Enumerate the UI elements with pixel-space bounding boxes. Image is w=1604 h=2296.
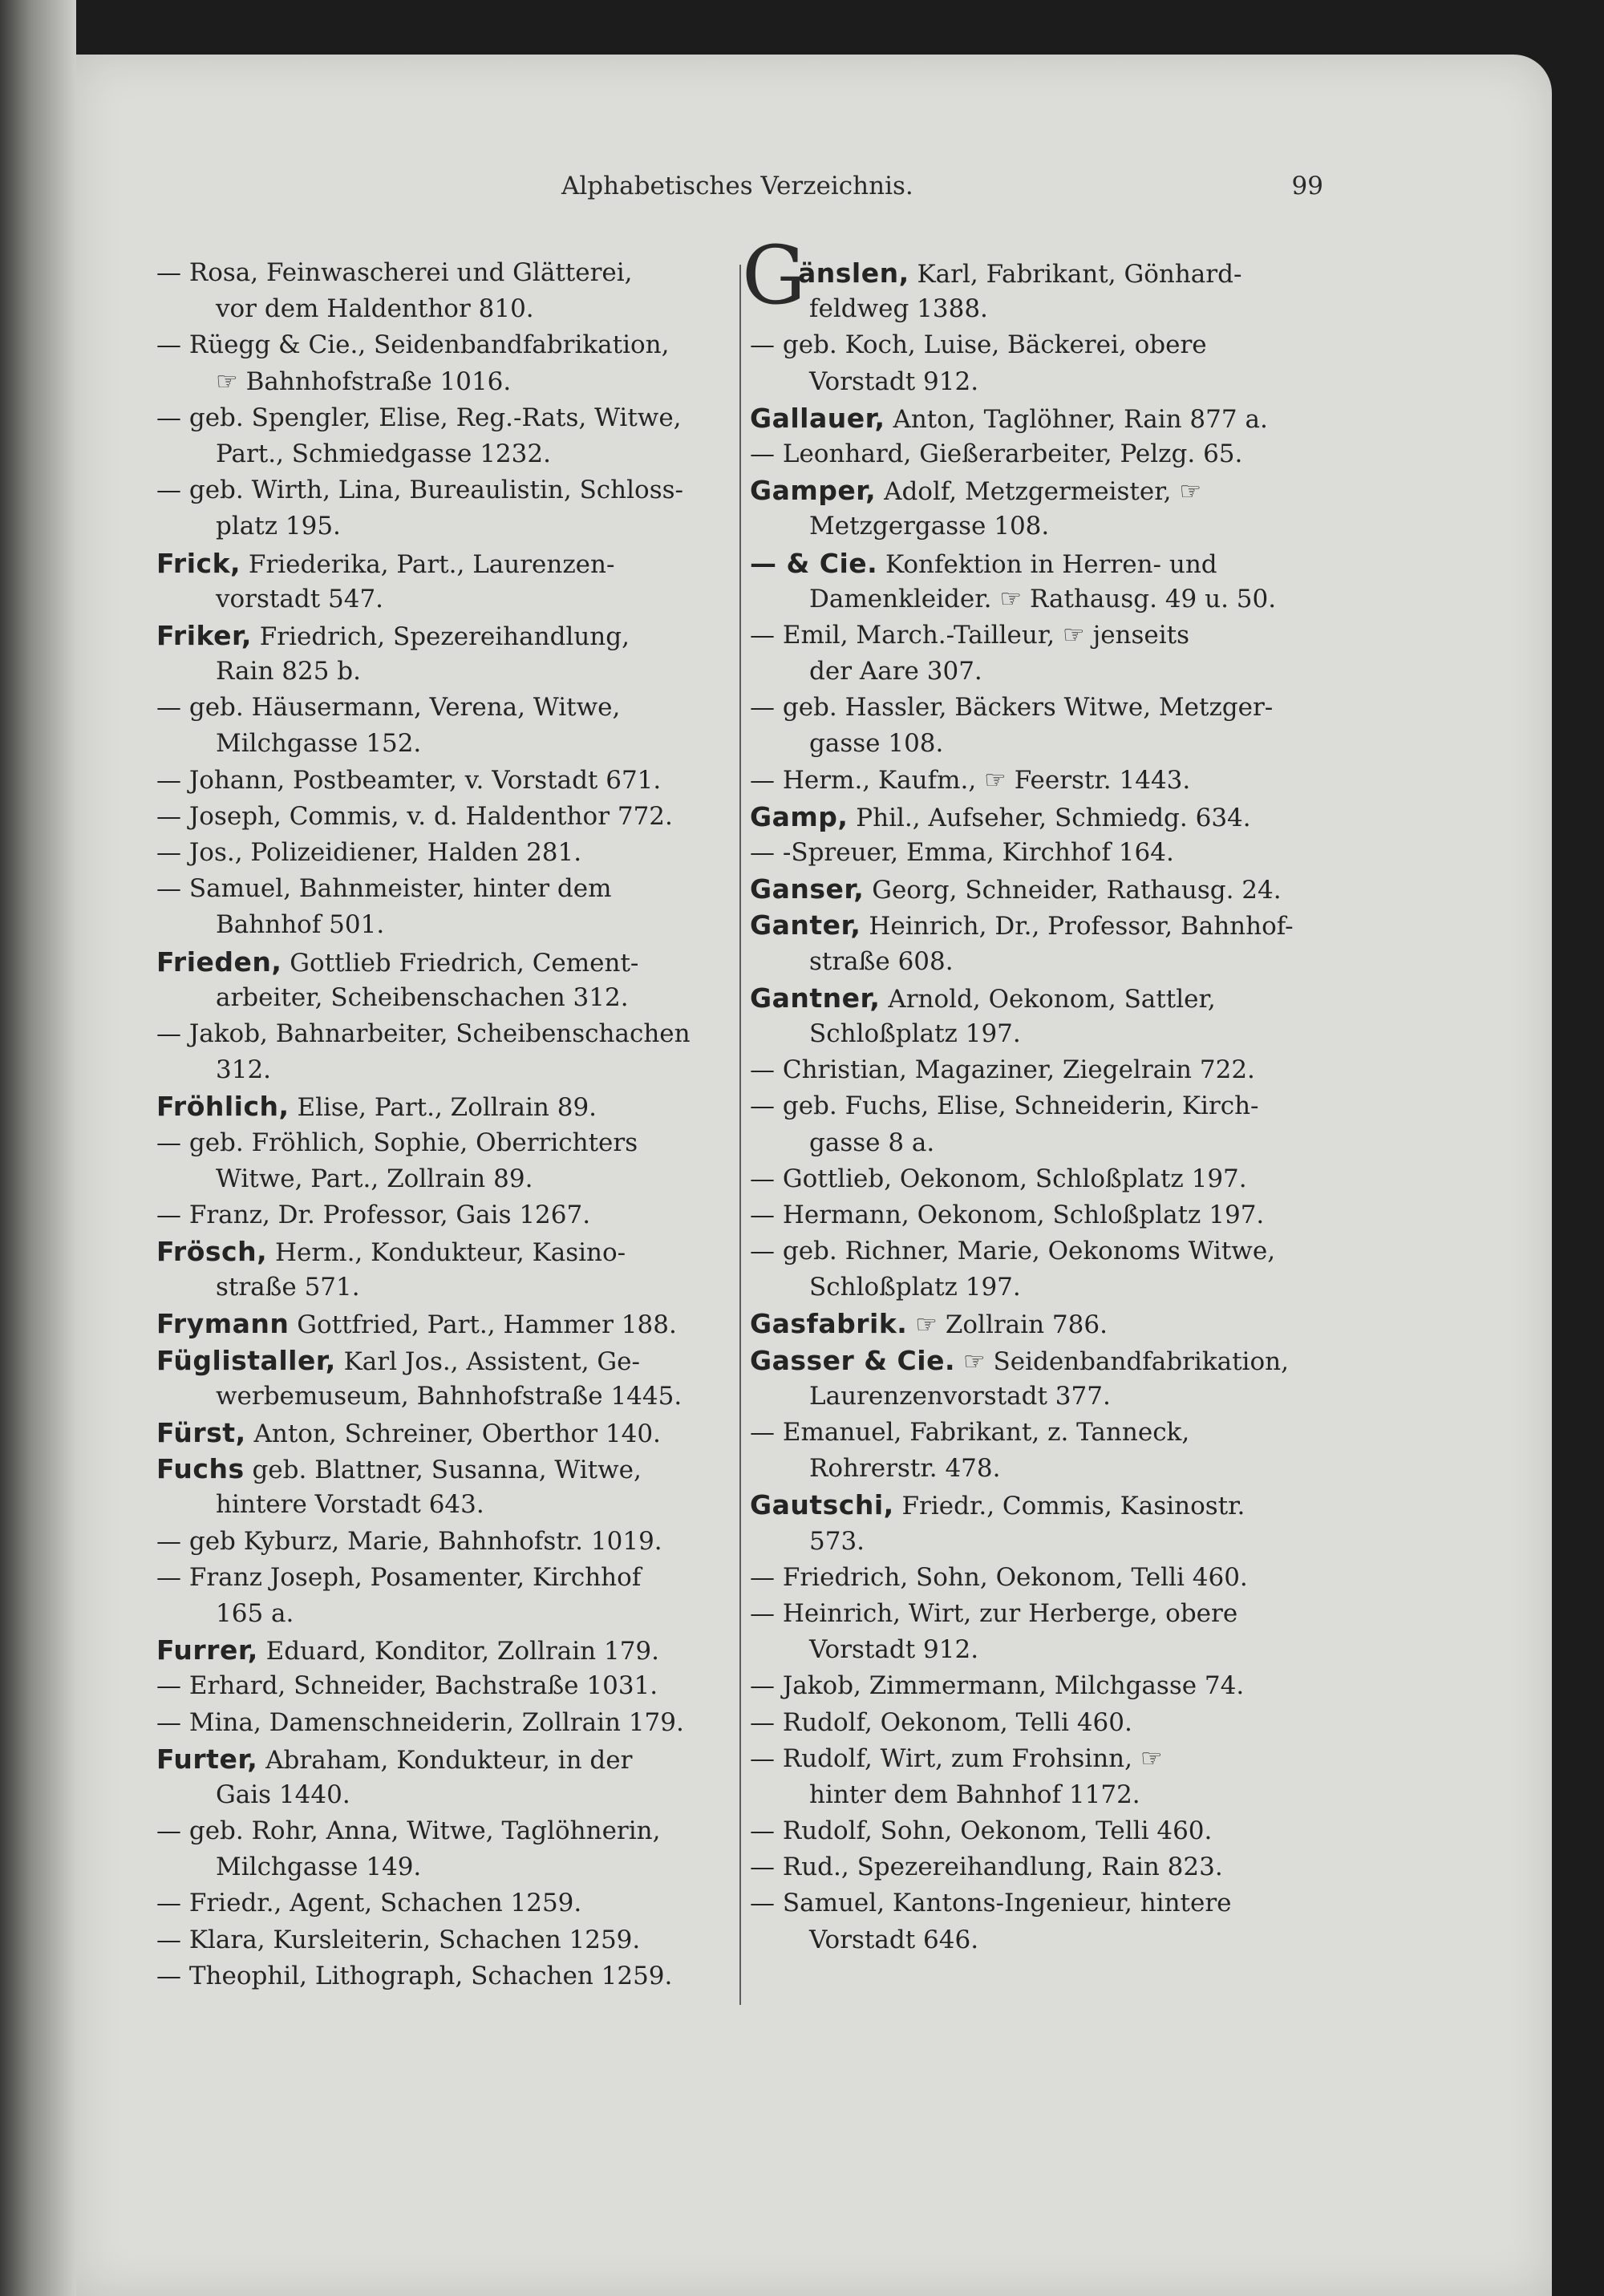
entry-first-line xyxy=(750,1197,1327,1233)
entry-text: — geb. Richner, Marie, Oekonoms Witwe, xyxy=(750,1237,1276,1266)
directory-entry xyxy=(156,1088,732,1124)
directory-entry xyxy=(750,545,1327,618)
directory-entry xyxy=(156,1813,732,1885)
entry-surname: Fröhlich, xyxy=(156,1091,290,1123)
directory-entry xyxy=(750,1052,1327,1088)
directory-entry xyxy=(750,907,1327,979)
entry-surname: Furrer, xyxy=(156,1634,258,1666)
entry-text: Friedrich, Spezereihandlung, xyxy=(251,622,630,651)
entry-text: Schloßplatz 197. xyxy=(809,1018,1021,1048)
directory-entry xyxy=(750,327,1327,399)
entry-surname: Frösch, xyxy=(156,1236,268,1268)
directory-entry xyxy=(750,763,1327,799)
entry-text: — geb Kyburz, Marie, Bahnhofstr. 1019. xyxy=(156,1526,662,1556)
entry-first-line xyxy=(156,1451,732,1487)
entry-text: Gottlieb Friedrich, Cement- xyxy=(282,948,639,978)
entry-text: — Jos., Polizeidiener, Halden 281. xyxy=(156,838,582,867)
entry-text: Herm., Kondukteur, Kasino- xyxy=(267,1238,626,1268)
entry-continuation-line xyxy=(156,1849,732,1885)
entry-first-line xyxy=(750,1052,1327,1088)
entry-first-line xyxy=(156,1668,732,1704)
entry-first-line xyxy=(156,944,732,980)
directory-entry xyxy=(750,871,1327,907)
entry-text: ☞ Bahnhofstraße 1016. xyxy=(216,366,512,396)
entry-first-line xyxy=(156,618,732,654)
directory-entry xyxy=(750,1813,1327,1849)
entry-continuation-line xyxy=(750,1777,1327,1813)
entry-text: — Franz, Dr. Professor, Gais 1267. xyxy=(156,1200,591,1229)
entry-text: Rain 825 b. xyxy=(216,657,361,686)
directory-entry xyxy=(750,1705,1327,1741)
entry-text: — -Spreuer, Emma, Kirchhof 164. xyxy=(750,838,1174,867)
entry-first-line xyxy=(750,436,1327,472)
entry-continuation-line xyxy=(156,726,732,762)
entry-text: hintere Vorstadt 643. xyxy=(216,1490,484,1520)
entry-first-line xyxy=(750,871,1327,907)
directory-entry xyxy=(750,1415,1327,1487)
entry-text: Rohrerstr. 478. xyxy=(809,1454,1001,1484)
directory-entry xyxy=(750,835,1327,871)
entry-text: — Jakob, Bahnarbeiter, Scheibenschachen xyxy=(156,1018,691,1048)
entry-continuation-line xyxy=(156,1487,732,1523)
entry-continuation-line xyxy=(156,1052,732,1088)
entry-first-line xyxy=(750,799,1327,835)
entry-text: Friederika, Part., Laurenzen- xyxy=(241,549,615,579)
entry-continuation-line xyxy=(156,654,732,690)
entry-text: Abraham, Kondukteur, in der xyxy=(257,1745,633,1775)
entry-first-line xyxy=(750,763,1327,799)
entry-text: — Samuel, Bahnmeister, hinter dem xyxy=(156,874,612,904)
entry-text: vor dem Haldenthor 810. xyxy=(216,294,534,324)
entry-first-line xyxy=(156,1342,732,1379)
entry-text: Anton, Schreiner, Oberthor 140. xyxy=(245,1419,661,1448)
entry-text: Witwe, Part., Zollrain 89. xyxy=(216,1164,533,1193)
directory-entry xyxy=(156,1668,732,1704)
directory-entry xyxy=(750,1596,1327,1668)
directory-entry xyxy=(750,1487,1327,1559)
entry-text: Milchgasse 149. xyxy=(216,1853,422,1882)
directory-entry xyxy=(750,1342,1327,1415)
entry-continuation-line xyxy=(156,1596,732,1632)
directory-entry xyxy=(750,1885,1327,1958)
entry-continuation-line xyxy=(750,1125,1327,1161)
entry-surname: Ganter, xyxy=(750,909,861,941)
entry-text: — Leonhard, Gießerarbeiter, Pelzg. 65. xyxy=(750,439,1243,468)
entry-first-line xyxy=(750,980,1327,1016)
entry-text: vorstadt 547. xyxy=(216,584,384,613)
directory-entry xyxy=(156,799,732,835)
entry-first-line xyxy=(750,690,1327,726)
entry-text: Damenkleider. ☞ Rathausg. 49 u. 50. xyxy=(809,584,1277,613)
entry-text: der Aare 307. xyxy=(809,657,982,686)
directory-entry xyxy=(156,1705,732,1741)
entry-first-line xyxy=(156,1705,732,1741)
directory-entry xyxy=(156,400,732,472)
left-column xyxy=(156,255,732,1994)
entry-surname: Frick, xyxy=(156,547,241,579)
entry-surname: — & Cie. xyxy=(750,547,878,579)
entry-text: straße 571. xyxy=(216,1273,360,1302)
entry-text: Vorstadt 912. xyxy=(809,366,979,396)
entry-text: — Franz Joseph, Posamenter, Kirchhof xyxy=(156,1562,642,1592)
entry-first-line xyxy=(750,907,1327,943)
entry-text: Friedr., Commis, Kasinostr. xyxy=(893,1492,1246,1521)
entry-continuation-line xyxy=(750,1451,1327,1487)
entry-first-line xyxy=(156,1233,732,1269)
directory-entry xyxy=(156,545,732,618)
entry-text: Heinrich, Dr., Professor, Bahnhof- xyxy=(861,912,1294,941)
entry-text: — Rüegg & Cie., Seidenbandfabrikation, xyxy=(156,330,670,360)
entry-text: gasse 108. xyxy=(809,729,944,759)
entry-surname: Fürst, xyxy=(156,1417,246,1448)
entry-first-line xyxy=(750,1342,1327,1379)
entry-continuation-line xyxy=(750,291,1327,327)
directory-entry xyxy=(750,472,1327,545)
entry-text: Konfektion in Herren- und xyxy=(877,549,1217,579)
entry-surname: Frieden, xyxy=(156,946,282,978)
entry-text: 165 a. xyxy=(216,1598,294,1628)
entry-surname: Gautschi, xyxy=(750,1489,894,1521)
directory-entry xyxy=(750,400,1327,436)
directory-entry xyxy=(750,436,1327,472)
entry-surname: Füglistaller, xyxy=(156,1344,336,1376)
entry-text: arbeiter, Scheibenschachen 312. xyxy=(216,982,629,1012)
directory-entry xyxy=(156,1233,732,1306)
entry-text: — Jakob, Zimmermann, Milchgasse 74. xyxy=(750,1671,1245,1701)
entry-continuation-line xyxy=(750,1922,1327,1958)
entry-first-line xyxy=(750,1885,1327,1921)
entry-first-line xyxy=(156,545,732,581)
entry-text: platz 195. xyxy=(216,512,341,541)
directory-entry xyxy=(750,618,1327,690)
entry-first-line xyxy=(156,1306,732,1342)
entry-text: — geb. Fröhlich, Sophie, Oberrichters xyxy=(156,1128,638,1157)
entry-surname: Gallauer, xyxy=(750,402,885,434)
entry-surname: Gantner, xyxy=(750,982,881,1014)
entry-text: Eduard, Konditor, Zollrain 179. xyxy=(257,1637,659,1666)
entry-continuation-line xyxy=(750,508,1327,545)
directory-entry xyxy=(156,1922,732,1958)
entry-continuation-line xyxy=(156,364,732,400)
entry-first-line xyxy=(156,1922,732,1958)
entry-text: Metzgergasse 108. xyxy=(809,512,1050,541)
page-number: 99 xyxy=(1291,172,1323,200)
entry-first-line xyxy=(156,835,732,871)
entry-continuation-line xyxy=(750,581,1327,618)
entry-first-line xyxy=(156,1415,732,1451)
entry-first-line xyxy=(156,871,732,907)
entry-text: straße 608. xyxy=(809,946,954,976)
entry-text: Schloßplatz 197. xyxy=(809,1273,1021,1302)
directory-entry xyxy=(750,799,1327,835)
entry-first-line xyxy=(156,1524,732,1560)
entry-surname: Frymann xyxy=(156,1308,290,1340)
entry-surname: Gamper, xyxy=(750,475,877,507)
entry-continuation-line xyxy=(750,944,1327,980)
entry-first-line xyxy=(156,255,732,291)
directory-entry xyxy=(156,1306,732,1342)
entry-first-line xyxy=(750,255,1327,291)
entry-text: — geb. Rohr, Anna, Witwe, Taglöhnerin, xyxy=(156,1816,661,1846)
entry-continuation-line xyxy=(750,726,1327,762)
entry-surname: Gamp, xyxy=(750,800,849,832)
entry-text: — Hermann, Oekonom, Schloßplatz 197. xyxy=(750,1200,1265,1229)
entry-continuation-line xyxy=(750,1269,1327,1306)
entry-text: gasse 8 a. xyxy=(809,1128,935,1157)
directory-entry xyxy=(156,1741,732,1813)
directory-entry xyxy=(156,1560,732,1632)
entry-continuation-line xyxy=(750,1524,1327,1560)
entry-text: 573. xyxy=(809,1526,865,1556)
entry-first-line xyxy=(750,835,1327,871)
entry-continuation-line xyxy=(750,1379,1327,1415)
entry-continuation-line xyxy=(156,581,732,618)
entry-first-line xyxy=(156,799,732,835)
directory-entry xyxy=(750,1741,1327,1813)
directory-entry xyxy=(156,472,732,545)
directory-entry xyxy=(750,255,1327,327)
entry-text: hinter dem Bahnhof 1172. xyxy=(809,1780,1140,1809)
entry-text: geb. Blattner, Susanna, Witwe, xyxy=(244,1456,642,1485)
entry-continuation-line xyxy=(156,1777,732,1813)
entry-continuation-line xyxy=(750,1632,1327,1668)
entry-text: 312. xyxy=(216,1055,272,1085)
entry-continuation-line xyxy=(750,654,1327,690)
entry-first-line xyxy=(750,545,1327,581)
entry-surname: Friker, xyxy=(156,619,252,651)
entry-text: Laurenzenvorstadt 377. xyxy=(809,1381,1111,1411)
directory-entry xyxy=(156,835,732,871)
drop-cap: G xyxy=(742,229,806,322)
entry-text: Vorstadt 646. xyxy=(809,1925,979,1954)
column-divider xyxy=(739,265,741,2005)
directory-entry xyxy=(156,1885,732,1921)
entry-text: werbemuseum, Bahnhofstraße 1445. xyxy=(216,1381,683,1411)
entry-first-line xyxy=(156,1813,732,1849)
entry-text: Karl Jos., Assistent, Ge- xyxy=(335,1346,640,1376)
entry-text: — geb. Häusermann, Verena, Witwe, xyxy=(156,693,621,723)
entry-continuation-line xyxy=(156,291,732,327)
entry-surname: änslen, xyxy=(798,257,909,289)
entry-first-line xyxy=(750,1415,1327,1451)
entry-text: — Rudolf, Sohn, Oekonom, Telli 460. xyxy=(750,1816,1213,1846)
entry-text: Arnold, Oekonom, Sattler, xyxy=(880,984,1216,1014)
directory-entry xyxy=(156,255,732,327)
directory-entry xyxy=(156,944,732,1016)
entry-text: — Gottlieb, Oekonom, Schloßplatz 197. xyxy=(750,1164,1247,1193)
directory-entry xyxy=(750,1560,1327,1596)
directory-entry xyxy=(156,690,732,762)
entry-text: — Emil, March.-Tailleur, ☞ jenseits xyxy=(750,620,1190,650)
entry-first-line xyxy=(750,472,1327,508)
directory-entry xyxy=(156,1125,732,1197)
entry-text: — Theophil, Lithograph, Schachen 1259. xyxy=(156,1961,673,1990)
entry-text: Anton, Taglöhner, Rain 877 a. xyxy=(885,404,1268,434)
entry-text: — Friedr., Agent, Schachen 1259. xyxy=(156,1889,582,1918)
entry-text: Vorstadt 912. xyxy=(809,1635,979,1665)
entry-surname: Gasser & Cie. xyxy=(750,1344,955,1376)
entry-text: Gottfried, Part., Hammer 188. xyxy=(289,1310,677,1340)
entry-text: Adolf, Metzgermeister, ☞ xyxy=(876,477,1202,507)
entry-text: — Rudolf, Oekonom, Telli 460. xyxy=(750,1707,1132,1737)
entry-first-line xyxy=(156,1560,732,1596)
entry-first-line xyxy=(156,1958,732,1994)
entry-first-line xyxy=(156,327,732,363)
directory-entry xyxy=(156,1958,732,1994)
entry-text: — Emanuel, Fabrikant, z. Tanneck, xyxy=(750,1418,1190,1447)
entry-surname: Gasfabrik. xyxy=(750,1308,908,1340)
page-header xyxy=(561,172,1323,207)
entry-text: — Rud., Spezereihandlung, Rain 823. xyxy=(750,1853,1223,1882)
entry-first-line xyxy=(156,1016,732,1052)
directory-entry xyxy=(156,1451,732,1523)
directory-entry xyxy=(156,1524,732,1560)
entry-surname: Fuchs xyxy=(156,1453,245,1485)
directory-entry xyxy=(156,1016,732,1088)
entry-first-line xyxy=(750,1813,1327,1849)
entry-text: — geb. Fuchs, Elise, Schneiderin, Kirch- xyxy=(750,1091,1259,1121)
entry-first-line xyxy=(156,1885,732,1921)
entry-continuation-line xyxy=(156,508,732,545)
entry-first-line xyxy=(156,472,732,508)
entry-text: — Klara, Kursleiterin, Schachen 1259. xyxy=(156,1925,641,1954)
entry-text: — Erhard, Schneider, Bachstraße 1031. xyxy=(156,1671,658,1701)
entry-text: Georg, Schneider, Rathausg. 24. xyxy=(864,876,1282,905)
directory-entry xyxy=(156,1632,732,1668)
directory-entry xyxy=(750,1849,1327,1885)
entry-continuation-line xyxy=(156,436,732,472)
directory-entry xyxy=(750,1233,1327,1306)
entry-text: Milchgasse 152. xyxy=(216,729,422,759)
entry-first-line xyxy=(750,1088,1327,1124)
entry-first-line xyxy=(750,1741,1327,1777)
directory-entry xyxy=(750,980,1327,1052)
directory-entry xyxy=(750,1306,1327,1342)
entry-text: — Mina, Damenschneiderin, Zollrain 179. xyxy=(156,1707,684,1737)
entry-first-line xyxy=(750,1161,1327,1197)
directory-entry xyxy=(750,690,1327,762)
entry-first-line xyxy=(156,1741,732,1777)
entry-first-line xyxy=(750,1596,1327,1632)
directory-entry xyxy=(750,1197,1327,1233)
entry-first-line xyxy=(750,1560,1327,1596)
entry-continuation-line xyxy=(156,907,732,943)
entry-text: — geb. Hassler, Bäckers Witwe, Metzger- xyxy=(750,693,1274,723)
entry-text: Gais 1440. xyxy=(216,1780,350,1809)
entry-text: — Rudolf, Wirt, zum Frohsinn, ☞ xyxy=(750,1743,1163,1773)
entry-continuation-line xyxy=(750,364,1327,400)
entry-text: — geb. Spengler, Elise, Reg.-Rats, Witwe, xyxy=(156,403,682,432)
entry-first-line xyxy=(156,1197,732,1233)
entry-text: Karl, Fabrikant, Gönhard- xyxy=(909,260,1242,289)
running-title: Alphabetisches Verzeichnis. xyxy=(561,172,913,200)
entry-first-line xyxy=(750,1668,1327,1704)
directory-entry xyxy=(156,1342,732,1415)
entry-first-line xyxy=(156,690,732,726)
entry-first-line xyxy=(156,1125,732,1161)
right-column xyxy=(742,229,1327,1958)
entry-text: — Samuel, Kantons-Ingenieur, hintere xyxy=(750,1889,1232,1918)
entry-continuation-line xyxy=(156,1269,732,1306)
entry-text: Phil., Aufseher, Schmiedg. 634. xyxy=(848,803,1251,832)
entry-first-line xyxy=(750,400,1327,436)
directory-entry xyxy=(156,327,732,399)
entry-first-line xyxy=(750,327,1327,363)
entry-text: Bahnhof 501. xyxy=(216,910,385,940)
entry-first-line xyxy=(750,1233,1327,1269)
entry-first-line xyxy=(750,1849,1327,1885)
directory-entry xyxy=(156,1197,732,1233)
entry-first-line xyxy=(750,618,1327,654)
entry-text: Part., Schmiedgasse 1232. xyxy=(216,439,551,468)
directory-entry xyxy=(156,763,732,799)
entry-continuation-line xyxy=(156,1379,732,1415)
entry-text: — Herm., Kaufm., ☞ Feerstr. 1443. xyxy=(750,765,1191,795)
entry-continuation-line xyxy=(156,1161,732,1197)
entry-text: ☞ Zollrain 786. xyxy=(907,1310,1108,1340)
entry-first-line xyxy=(156,400,732,436)
entry-text: — Friedrich, Sohn, Oekonom, Telli 460. xyxy=(750,1562,1248,1592)
entry-text: — Johann, Postbeamter, v. Vorstadt 671. xyxy=(156,765,662,795)
entry-text: — Heinrich, Wirt, zur Herberge, obere xyxy=(750,1598,1238,1628)
directory-entry xyxy=(156,1415,732,1451)
entry-text: — Rosa, Feinwascherei und Glätterei, xyxy=(156,258,633,287)
entry-text: ☞ Seidenbandfabrikation, xyxy=(955,1346,1289,1376)
entry-text: — geb. Wirth, Lina, Bureaulistin, Schloss- xyxy=(156,476,684,505)
entry-text: Elise, Part., Zollrain 89. xyxy=(289,1093,597,1123)
page-left-edge xyxy=(0,0,76,2296)
entry-first-line xyxy=(156,1632,732,1668)
directory-entry xyxy=(156,618,732,690)
directory-entry xyxy=(750,1668,1327,1704)
entry-surname: Furter, xyxy=(156,1743,258,1775)
entry-surname: Ganser, xyxy=(750,873,865,905)
entry-first-line xyxy=(750,1705,1327,1741)
entry-text: — Joseph, Commis, v. d. Haldenthor 772. xyxy=(156,801,673,831)
entry-continuation-line xyxy=(750,1016,1327,1052)
entry-text: feldweg 1388. xyxy=(809,294,988,324)
directory-entry xyxy=(156,871,732,943)
entry-first-line xyxy=(750,1306,1327,1342)
entry-continuation-line xyxy=(156,980,732,1016)
directory-entry xyxy=(750,1161,1327,1197)
directory-entry xyxy=(750,1088,1327,1160)
entry-first-line xyxy=(156,1088,732,1124)
entry-first-line xyxy=(156,763,732,799)
entry-text: — Christian, Magaziner, Ziegelrain 722. xyxy=(750,1055,1255,1085)
entry-text: — geb. Koch, Luise, Bäckerei, obere xyxy=(750,330,1207,360)
entry-first-line xyxy=(750,1487,1327,1523)
